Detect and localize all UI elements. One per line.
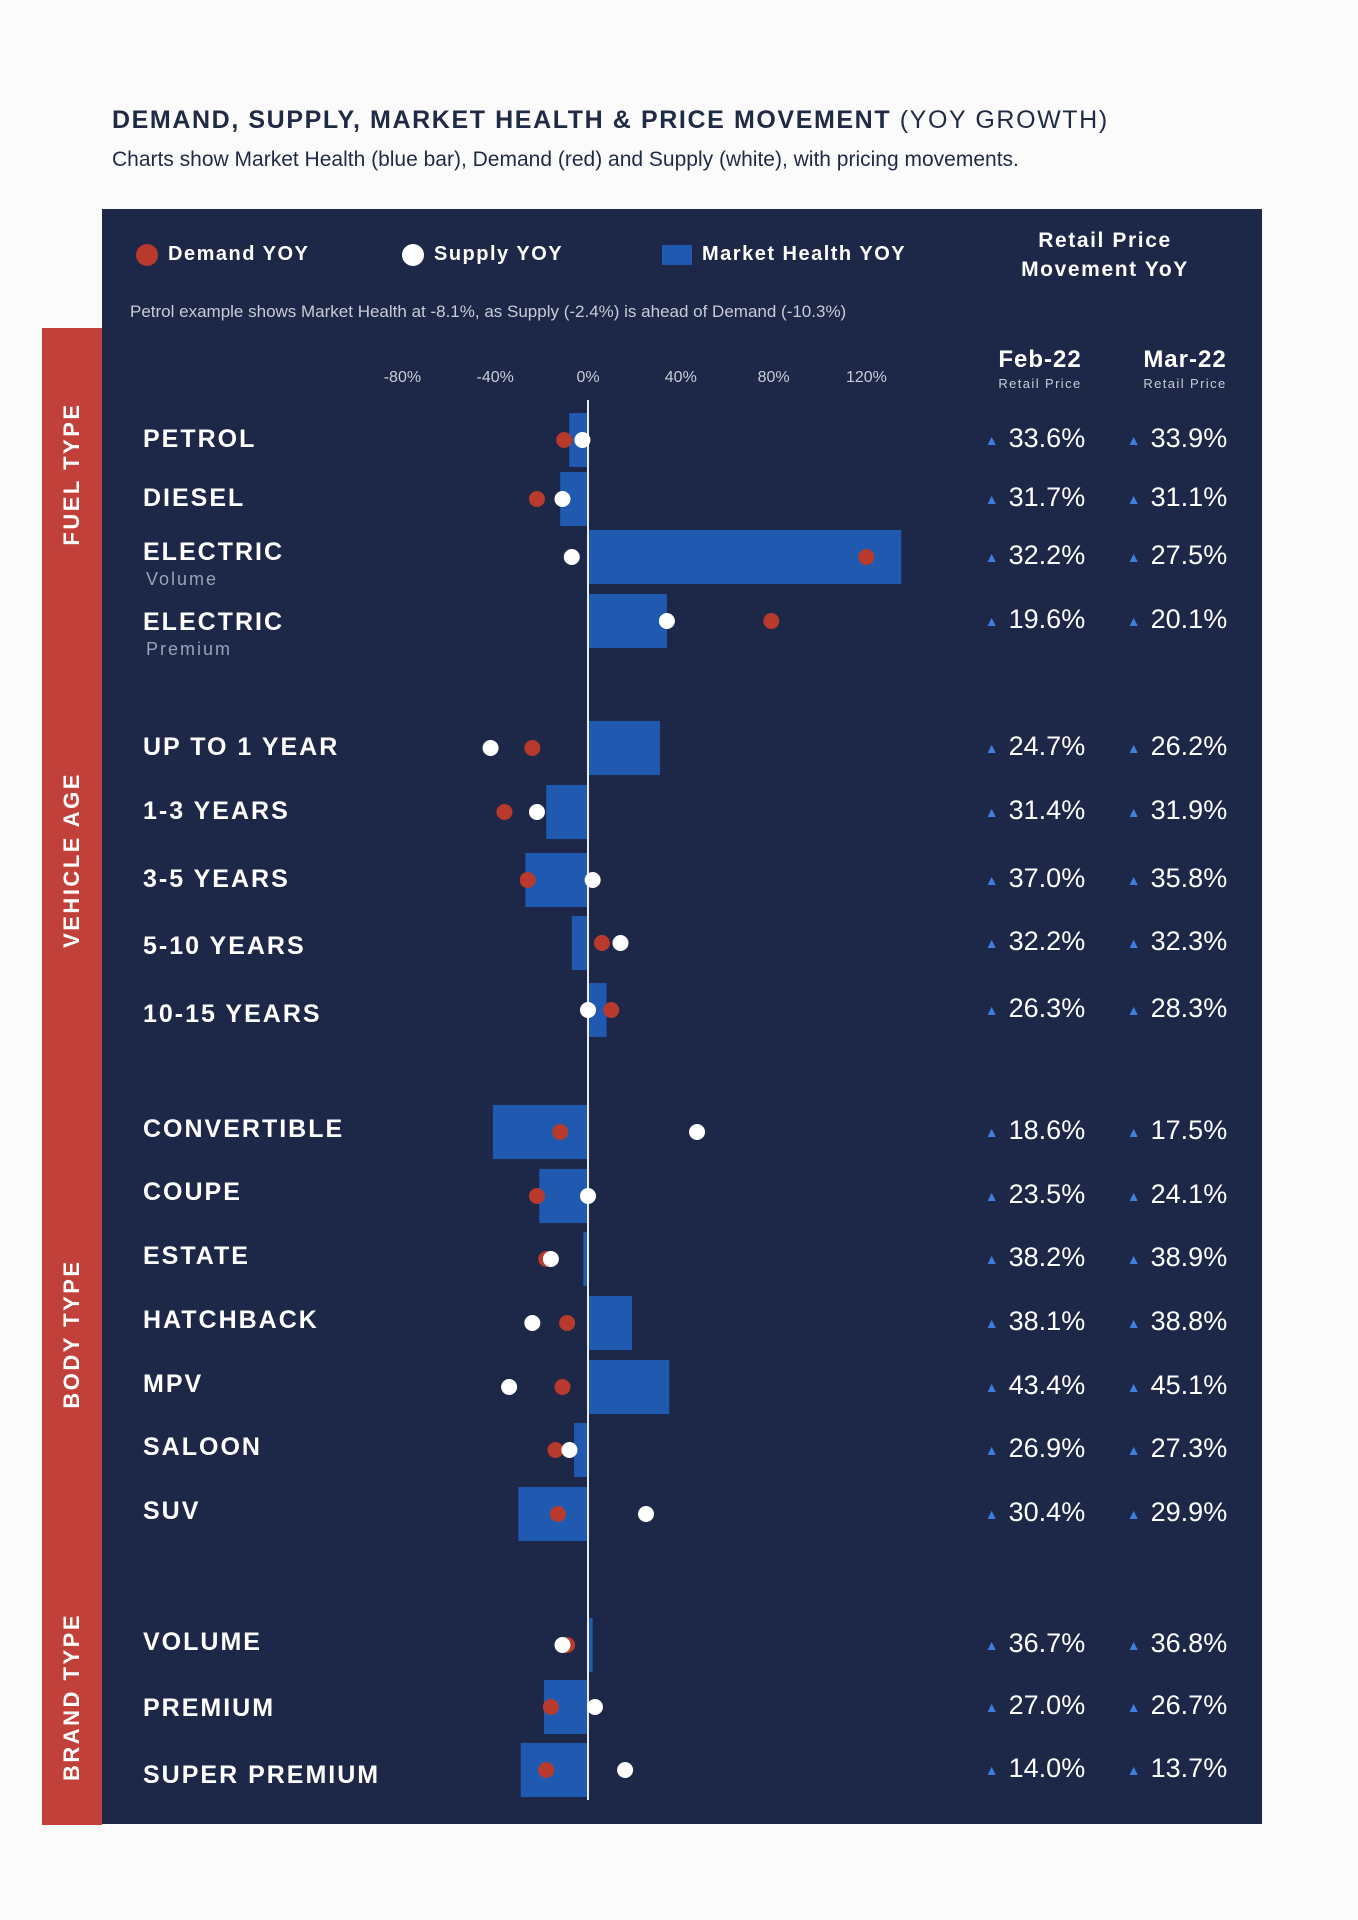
- supply-point: [501, 1379, 517, 1395]
- demand-point: [556, 432, 572, 448]
- price-mar: [1112, 1497, 1242, 1528]
- up-arrow-icon: ▲: [984, 803, 999, 820]
- axis-tick-label: 0%: [576, 369, 600, 386]
- up-arrow-icon: ▲: [1126, 490, 1141, 507]
- price-value: 27.5%: [1150, 540, 1228, 570]
- row-label: COUPE: [143, 1178, 242, 1206]
- price-mar: [1112, 863, 1242, 894]
- price-feb: [970, 863, 1100, 894]
- price-mar: [1112, 731, 1242, 762]
- price-value: 17.5%: [1150, 1115, 1228, 1145]
- price-feb: [970, 795, 1100, 826]
- price-feb: [970, 1753, 1100, 1784]
- supply-point: [689, 1124, 705, 1140]
- up-arrow-icon: ▲: [984, 871, 999, 888]
- up-arrow-icon: ▲: [984, 1505, 999, 1522]
- supply-point: [638, 1506, 654, 1522]
- sidebar-group-brand-type: [42, 1568, 102, 1825]
- supply-point: [612, 935, 628, 951]
- retail-heading-line2: Movement YoY: [1021, 258, 1189, 281]
- demand-point: [550, 1506, 566, 1522]
- price-value: 23.5%: [1008, 1179, 1086, 1209]
- row-label: HATCHBACK: [143, 1306, 319, 1334]
- up-arrow-icon: ▲: [1126, 739, 1141, 756]
- price-value: 32.2%: [1008, 540, 1086, 570]
- up-arrow-icon: ▲: [984, 1698, 999, 1715]
- up-arrow-icon: ▲: [1126, 548, 1141, 565]
- up-arrow-icon: ▲: [984, 1378, 999, 1395]
- demand-point: [552, 1124, 568, 1140]
- up-arrow-icon: ▲: [984, 1761, 999, 1778]
- price-feb: [970, 423, 1100, 454]
- supply-point: [554, 1637, 570, 1653]
- price-mar: [1112, 1690, 1242, 1721]
- price-value: 19.6%: [1008, 604, 1086, 634]
- row-sublabel: Premium: [146, 639, 233, 659]
- supply-point: [561, 1442, 577, 1458]
- price-feb: [970, 1690, 1100, 1721]
- row-label: CONVERTIBLE: [143, 1115, 345, 1143]
- market-health-bar: [588, 530, 901, 584]
- price-feb: [970, 604, 1100, 635]
- price-value: 32.2%: [1008, 926, 1086, 956]
- row-label: ELECTRIC: [143, 538, 284, 566]
- supply-point: [554, 491, 570, 507]
- legend-supply-label: Supply YOY: [434, 243, 564, 265]
- up-arrow-icon: ▲: [1126, 1250, 1141, 1267]
- row-label: MPV: [143, 1370, 204, 1398]
- up-arrow-icon: ▲: [984, 1441, 999, 1458]
- price-mar: [1112, 1753, 1242, 1784]
- price-feb: [970, 926, 1100, 957]
- legend-market-health-label: Market Health YOY: [702, 243, 907, 265]
- up-arrow-icon: ▲: [984, 431, 999, 448]
- sidebar-group-fuel-type: [42, 328, 102, 620]
- price-value: 43.4%: [1008, 1370, 1086, 1400]
- row-label: PREMIUM: [143, 1694, 276, 1722]
- row-label: 3-5 YEARS: [143, 865, 290, 893]
- price-feb: [970, 993, 1100, 1024]
- price-mar: [1112, 482, 1242, 513]
- price-value: 29.9%: [1150, 1497, 1228, 1527]
- price-value: 45.1%: [1150, 1370, 1228, 1400]
- up-arrow-icon: ▲: [1126, 803, 1141, 820]
- supply-point: [543, 1251, 559, 1267]
- demand-point: [529, 491, 545, 507]
- price-value: 33.9%: [1150, 423, 1228, 453]
- up-arrow-icon: ▲: [984, 1636, 999, 1653]
- up-arrow-icon: ▲: [984, 1314, 999, 1331]
- row-label: PETROL: [143, 425, 257, 453]
- price-value: 27.3%: [1150, 1433, 1228, 1463]
- up-arrow-icon: ▲: [1126, 1441, 1141, 1458]
- up-arrow-icon: ▲: [984, 548, 999, 565]
- price-feb: [970, 1242, 1100, 1273]
- row-label: SUV: [143, 1497, 201, 1525]
- up-arrow-icon: ▲: [1126, 1001, 1141, 1018]
- retail-heading-line1: Retail Price: [1038, 229, 1172, 252]
- price-mar: [1112, 993, 1242, 1024]
- up-arrow-icon: ▲: [984, 490, 999, 507]
- market-health-bar: [588, 721, 660, 775]
- price-value: 31.9%: [1150, 795, 1228, 825]
- price-value: 31.1%: [1150, 482, 1228, 512]
- up-arrow-icon: ▲: [1126, 871, 1141, 888]
- up-arrow-icon: ▲: [1126, 1698, 1141, 1715]
- supply-point: [617, 1762, 633, 1778]
- price-feb: [970, 482, 1100, 513]
- supply-point: [574, 432, 590, 448]
- title-light: (YOY GROWTH): [899, 106, 1109, 134]
- price-value: 33.6%: [1008, 423, 1086, 453]
- sidebar-group-body-type: [42, 1100, 102, 1568]
- up-arrow-icon: ▲: [1126, 612, 1141, 629]
- supply-point: [585, 872, 601, 888]
- price-value: 38.1%: [1008, 1306, 1086, 1336]
- price-mar: [1112, 1242, 1242, 1273]
- petrol-note: Petrol example shows Market Health at -8.1%, as Supply (-2.4%) is ahead of Demand (-10.3%): [130, 302, 847, 321]
- axis-tick-label: -40%: [476, 369, 514, 386]
- row-sublabel: Volume: [146, 569, 219, 589]
- up-arrow-icon: ▲: [984, 612, 999, 629]
- market-health-bar: [588, 1296, 632, 1350]
- supply-point: [580, 1188, 596, 1204]
- title-bold: DEMAND, SUPPLY, MARKET HEALTH & PRICE MOVEMENT: [112, 106, 892, 134]
- price-mar: [1112, 926, 1242, 957]
- price-mar: [1112, 1306, 1242, 1337]
- price-mar: [1112, 1179, 1242, 1210]
- market-health-bar: [588, 1360, 669, 1414]
- column-feb-month: Feb-22: [998, 346, 1082, 373]
- demand-point: [529, 1188, 545, 1204]
- price-feb: [970, 1628, 1100, 1659]
- up-arrow-icon: ▲: [984, 1123, 999, 1140]
- sidebar-group-label: VEHICLE AGE: [59, 772, 84, 948]
- price-value: 31.4%: [1008, 795, 1086, 825]
- up-arrow-icon: ▲: [1126, 1187, 1141, 1204]
- up-arrow-icon: ▲: [1126, 1761, 1141, 1778]
- axis-tick-label: 40%: [664, 369, 697, 386]
- market-health-bar: [588, 594, 667, 648]
- row-label: VOLUME: [143, 1628, 262, 1656]
- demand-point: [524, 740, 540, 756]
- up-arrow-icon: ▲: [984, 934, 999, 951]
- row-label: 5-10 YEARS: [143, 932, 306, 960]
- price-mar: [1112, 1115, 1242, 1146]
- up-arrow-icon: ▲: [1126, 1636, 1141, 1653]
- sidebar-group-label: BRAND TYPE: [59, 1612, 84, 1781]
- price-feb: [970, 1115, 1100, 1146]
- demand-point: [594, 935, 610, 951]
- supply-point: [580, 1002, 596, 1018]
- price-feb: [970, 731, 1100, 762]
- row-label: SALOON: [143, 1433, 262, 1461]
- up-arrow-icon: ▲: [1126, 1378, 1141, 1395]
- price-mar: [1112, 604, 1242, 635]
- row-label: DIESEL: [143, 484, 246, 512]
- supply-point: [659, 613, 675, 629]
- price-value: 31.7%: [1008, 482, 1086, 512]
- market-health-bar: [493, 1105, 588, 1159]
- demand-point: [763, 613, 779, 629]
- price-mar: [1112, 1370, 1242, 1401]
- sidebar-group-label: FUEL TYPE: [59, 402, 84, 546]
- demand-point: [543, 1699, 559, 1715]
- market-health-bar: [546, 785, 588, 839]
- sidebar-group-label: BODY TYPE: [59, 1259, 84, 1409]
- price-mar: [1112, 540, 1242, 571]
- up-arrow-icon: ▲: [984, 1001, 999, 1018]
- price-value: 26.9%: [1008, 1433, 1086, 1463]
- up-arrow-icon: ▲: [1126, 1123, 1141, 1140]
- price-value: 37.0%: [1008, 863, 1086, 893]
- price-value: 35.8%: [1150, 863, 1228, 893]
- price-feb: [970, 1306, 1100, 1337]
- price-value: 38.8%: [1150, 1306, 1228, 1336]
- price-value: 20.1%: [1150, 604, 1228, 634]
- up-arrow-icon: ▲: [1126, 1314, 1141, 1331]
- demand-point: [548, 1442, 564, 1458]
- price-value: 38.2%: [1008, 1242, 1086, 1272]
- price-value: 36.8%: [1150, 1628, 1228, 1658]
- market-health-bar: [572, 916, 588, 970]
- price-value: 26.3%: [1008, 993, 1086, 1023]
- axis-tick-label: -80%: [383, 369, 422, 386]
- supply-point: [483, 740, 499, 756]
- price-value: 26.2%: [1150, 731, 1228, 761]
- supply-point: [564, 549, 580, 565]
- column-mar-month: Mar-22: [1143, 346, 1227, 373]
- price-mar: [1112, 423, 1242, 454]
- price-value: 27.0%: [1008, 1690, 1086, 1720]
- row-label: ESTATE: [143, 1242, 250, 1270]
- price-value: 32.3%: [1150, 926, 1228, 956]
- up-arrow-icon: ▲: [1126, 934, 1141, 951]
- price-feb: [970, 1179, 1100, 1210]
- price-mar: [1112, 1433, 1242, 1464]
- price-feb: [970, 1433, 1100, 1464]
- row-label: SUPER PREMIUM: [143, 1761, 381, 1789]
- axis-tick-label: 120%: [845, 369, 887, 386]
- demand-point: [559, 1315, 575, 1331]
- supply-point: [587, 1699, 603, 1715]
- column-mar-sub: Retail Price: [1143, 376, 1227, 391]
- chart-subtitle: Charts show Market Health (blue bar), Demand (red) and Supply (white), with pricing movements.: [112, 148, 1019, 171]
- price-mar: [1112, 1628, 1242, 1659]
- price-mar: [1112, 795, 1242, 826]
- supply-point: [529, 804, 545, 820]
- row-label: 1-3 YEARS: [143, 797, 290, 825]
- price-value: 38.9%: [1150, 1242, 1228, 1272]
- row-label: ELECTRIC: [143, 608, 284, 636]
- price-value: 24.7%: [1008, 731, 1086, 761]
- up-arrow-icon: ▲: [1126, 1505, 1141, 1522]
- column-feb-sub: Retail Price: [998, 376, 1082, 391]
- up-arrow-icon: ▲: [984, 1187, 999, 1204]
- price-value: 14.0%: [1008, 1753, 1086, 1783]
- sidebar-group-vehicle-age: [42, 620, 102, 1100]
- market-health-bar: [521, 1743, 588, 1797]
- legend-demand-label: Demand YOY: [168, 243, 310, 265]
- demand-point: [858, 549, 874, 565]
- demand-point: [538, 1762, 554, 1778]
- up-arrow-icon: ▲: [984, 739, 999, 756]
- axis-tick-label: 80%: [757, 369, 790, 386]
- up-arrow-icon: ▲: [984, 1250, 999, 1267]
- price-value: 36.7%: [1008, 1628, 1086, 1658]
- demand-point: [496, 804, 512, 820]
- row-label: UP TO 1 YEAR: [143, 733, 340, 761]
- price-value: 26.7%: [1150, 1690, 1228, 1720]
- demand-point: [603, 1002, 619, 1018]
- supply-point: [524, 1315, 540, 1331]
- row-label: 10-15 YEARS: [143, 1000, 322, 1028]
- demand-point: [520, 872, 536, 888]
- price-value: 28.3%: [1150, 993, 1228, 1023]
- price-value: 13.7%: [1150, 1753, 1228, 1783]
- price-value: 18.6%: [1008, 1115, 1086, 1145]
- price-feb: [970, 1497, 1100, 1528]
- demand-point: [554, 1379, 570, 1395]
- price-value: 30.4%: [1008, 1497, 1086, 1527]
- price-value: 24.1%: [1150, 1179, 1228, 1209]
- up-arrow-icon: ▲: [1126, 431, 1141, 448]
- price-feb: [970, 1370, 1100, 1401]
- price-feb: [970, 540, 1100, 571]
